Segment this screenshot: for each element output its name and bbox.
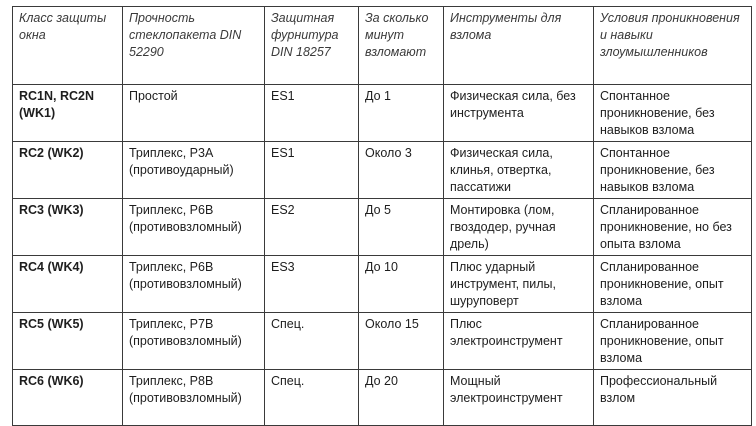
table-row <box>13 199 752 256</box>
cell-glass: Триплекс, Р6В (противовзломный) <box>123 199 265 256</box>
cell-class: RC3 (WK3) <box>13 199 123 256</box>
cell-time: До 10 <box>359 256 444 313</box>
cell-glass: Триплекс, Р6В (противовзломный) <box>123 256 265 313</box>
table-row <box>13 370 752 426</box>
cell-hardware: ES1 <box>265 142 359 199</box>
cell-hardware: Спец. <box>265 313 359 370</box>
cell-time: Около 15 <box>359 313 444 370</box>
table-row <box>13 142 752 199</box>
header-protection-class: Класс защиты окна <box>13 7 123 85</box>
cell-tools: Мощный электроинструмент <box>444 370 594 426</box>
header-break-in-time: За сколько минут взломают <box>359 7 444 85</box>
cell-class: RC4 (WK4) <box>13 256 123 313</box>
cell-tools: Плюс ударный инструмент, пилы, шуруповерт <box>444 256 594 313</box>
cell-conditions: Спланированное проникновение, опыт взлома <box>594 313 752 370</box>
cell-class: RC2 (WK2) <box>13 142 123 199</box>
cell-tools: Монтировка (лом, гвоздодер, ручная дрель) <box>444 199 594 256</box>
cell-glass: Триплекс, Р3А (противоударный) <box>123 142 265 199</box>
cell-class: RC1N, RC2N (WK1) <box>13 85 123 142</box>
header-glass-strength: Прочность стеклопакета DIN 52290 <box>123 7 265 85</box>
cell-conditions: Спланированное проникновение, опыт взлома <box>594 256 752 313</box>
cell-tools: Плюс электроинструмент <box>444 313 594 370</box>
cell-hardware: ES1 <box>265 85 359 142</box>
cell-conditions: Профессиональный взлом <box>594 370 752 426</box>
table-header-row <box>13 7 752 85</box>
cell-hardware: ES3 <box>265 256 359 313</box>
table-row <box>13 313 752 370</box>
cell-tools: Физическая сила, клинья, отвертка, пассатижи <box>444 142 594 199</box>
cell-hardware: Спец. <box>265 370 359 426</box>
cell-conditions: Спонтанное проникновение, без навыков взлома <box>594 142 752 199</box>
cell-glass: Простой <box>123 85 265 142</box>
cell-glass: Триплекс, Р7В (противовзломный) <box>123 313 265 370</box>
cell-class: RC6 (WK6) <box>13 370 123 426</box>
cell-time: До 20 <box>359 370 444 426</box>
table-row <box>13 256 752 313</box>
cell-time: Около 3 <box>359 142 444 199</box>
cell-glass: Триплекс, Р8В (противовзломный) <box>123 370 265 426</box>
cell-time: До 1 <box>359 85 444 142</box>
header-protective-hardware: Защитная фурнитура DIN 18257 <box>265 7 359 85</box>
cell-tools: Физическая сила, без инструмента <box>444 85 594 142</box>
cell-hardware: ES2 <box>265 199 359 256</box>
header-tools: Инструменты для взлома <box>444 7 594 85</box>
header-conditions: Условия проникновения и навыки злоумышленников <box>594 7 752 85</box>
window-protection-table <box>12 6 752 426</box>
cell-conditions: Спонтанное проникновение, без навыков взлома <box>594 85 752 142</box>
table-row <box>13 85 752 142</box>
cell-conditions: Спланированное проникновение, но без опыта взлома <box>594 199 752 256</box>
cell-time: До 5 <box>359 199 444 256</box>
cell-class: RC5 (WK5) <box>13 313 123 370</box>
